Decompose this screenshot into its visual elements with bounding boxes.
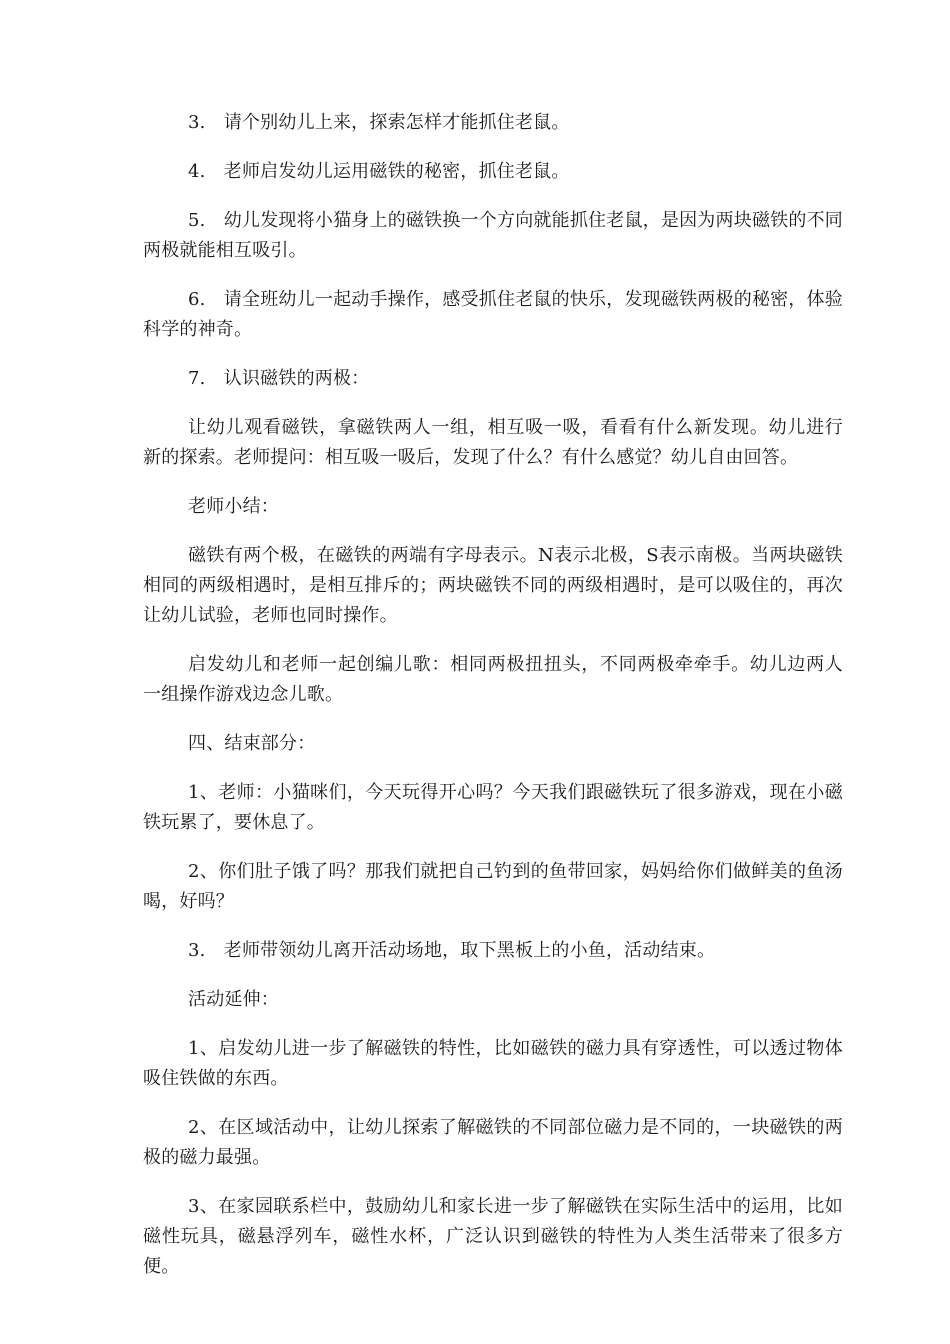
extension-item-3: 3、在家园联系栏中，鼓励幼儿和家长进一步了解磁铁在实际生活中的运用，比如磁性玩具，磁悬浮列车，磁性水杯，广泛认识到磁铁的特性为人类生活带来了很多方便。	[143, 1196, 843, 1277]
observe-magnet-paragraph: 让幼儿观看磁铁，拿磁铁两人一组，相互吸一吸，看看有什么新发现。幼儿进行新的探索。老师提问：相互吸一吸后，发现了什么？有什么感觉？幼儿自由回答。	[143, 417, 843, 468]
step-5-paragraph: 5. 幼儿发现将小猫身上的磁铁换一个方向就能抓住老鼠，是因为两块磁铁的不同两极就能相互吸引。	[143, 210, 843, 261]
document-body	[143, 108, 843, 1301]
extension-item-1: 1、启发幼儿进一步了解磁铁的特性，比如磁铁的磁力具有穿透性，可以透过物体吸住铁做的东西。	[143, 1038, 843, 1089]
nursery-rhyme-paragraph: 启发幼儿和老师一起创编儿歌：相同两极扭扭头，不同两极牵牵手。幼儿边两人一组操作游戏边念儿歌。	[143, 654, 843, 705]
step-6-paragraph: 6. 请全班幼儿一起动手操作，感受抓住老鼠的快乐，发现磁铁两极的秘密，体验科学的神奇。	[143, 289, 843, 340]
extension-item-2: 2、在区域活动中，让幼儿探索了解磁铁的不同部位磁力是不同的，一块磁铁的两极的磁力最强。	[143, 1117, 843, 1168]
closing-item-2: 2、你们肚子饿了吗？那我们就把自己钓到的鱼带回家，妈妈给你们做鲜美的鱼汤喝，好吗？	[143, 861, 843, 912]
closing-section-heading: 四、结束部分：	[188, 733, 316, 754]
step-7-heading: 7. 认识磁铁的两极：	[188, 368, 370, 389]
extension-heading: 活动延伸：	[188, 989, 279, 1010]
magnet-poles-paragraph: 磁铁有两个极，在磁铁的两端有字母表示。N表示北极，S表示南极。当两块磁铁相同的两级相遇时，是相互排斥的；两块磁铁不同的两级相遇时，是可以吸住的，再次让幼儿试验，老师也同时操作。	[143, 545, 843, 626]
closing-item-3: 3. 老师带领幼儿离开活动场地，取下黑板上的小鱼，活动结束。	[188, 940, 716, 961]
closing-item-1: 1、老师：小猫咪们，今天玩得开心吗？今天我们跟磁铁玩了很多游戏，现在小磁铁玩累了，要休息了。	[143, 782, 843, 833]
step-3-paragraph: 3. 请个别幼儿上来，探索怎样才能抓住老鼠。	[188, 112, 570, 133]
teacher-summary-heading: 老师小结：	[188, 496, 279, 517]
step-4-paragraph: 4. 老师启发幼儿运用磁铁的秘密，抓住老鼠。	[188, 161, 570, 182]
